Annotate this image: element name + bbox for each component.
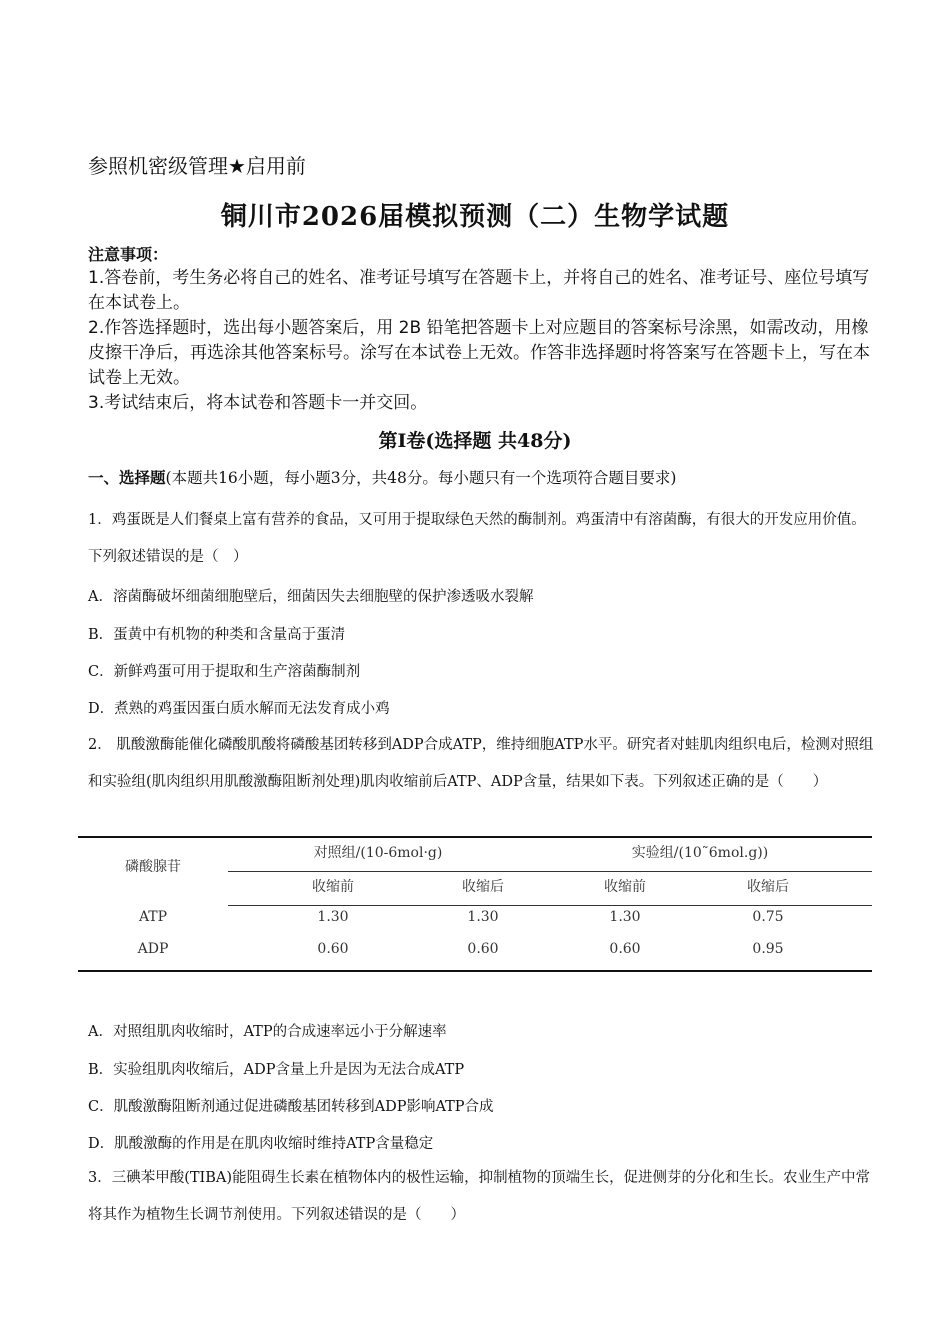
table-subheader: 收缩后 [462,879,504,895]
section-title: 第Ⅰ卷(选择题 共48分) [378,430,572,452]
part-heading-lead: 一、选择题 [88,469,166,487]
table-group-rule [228,871,872,872]
table-row-label: ADP [137,941,169,957]
notice-heading: 注意事项： [88,245,169,264]
table-header-rule [228,905,872,906]
question-2-option-c: C．肌酸激酶阻断剂通过促进磷酸基团转移到ADP影响ATP合成 [88,1099,494,1115]
table-bottom-rule [78,970,872,972]
table-cell: 1.30 [609,909,641,925]
question-1-stem: 1．鸡蛋既是人们餐桌上富有营养的食品，又可用于提取绿色天然的酶制剂。鸡蛋清中有溶菌酶，有很大的开发应用价值。下列叙述错误的是（ ） [88,512,866,565]
table-group-control: 对照组/(10-6mol·g) [313,845,443,861]
table-cell: 0.95 [752,941,784,957]
table-row-label: ATP [138,909,168,925]
confidential-label: 参照机密级管理★启用前 [88,154,306,178]
table-row-header: 磷酸腺苷 [125,859,181,875]
table-subheader: 收缩前 [604,879,646,895]
table-cell: 0.75 [752,909,784,925]
part-heading-rest: (本题共16小题，每小题3分，共48分。每小题只有一个选项符合题目要求) [165,469,677,487]
table-cell: 1.30 [467,909,499,925]
question-2-option-d: D．肌酸激酶的作用是在肌肉收缩时维持ATP含量稳定 [88,1136,434,1152]
table-cell: 0.60 [609,941,641,957]
question-1-option-b: B．蛋黄中有机物的种类和含量高于蛋清 [88,627,346,643]
notice-item-3: 3.考试结束后，将本试卷和答题卡一并交回。 [88,393,428,413]
table-cell: 0.60 [317,941,349,957]
question-2-option-a: A．对照组肌肉收缩时，ATP的合成速率远小于分解速率 [88,1024,447,1040]
question-1-option-c: C．新鲜鸡蛋可用于提取和生产溶菌酶制剂 [88,664,361,680]
notice-item-2: 2.作答选择题时，选出每小题答案后，用 2B 铅笔把答题卡上对应题目的答案标号涂黑，如需改动，用橡皮擦干净后，再选涂其他答案标号。涂写在本试卷上无效。作答非选择题时将答案写在答题卡上，写在本试卷上无效。 [88,318,870,388]
question-2-option-b: B．实验组肌肉收缩后，ADP含量上升是因为无法合成ATP [88,1062,465,1078]
notice-item-1: 1.答卷前，考生务必将自己的姓名、准考证号填写在答题卡上，并将自己的姓名、准考证号、座位号填写在本试卷上。 [88,268,870,313]
question-1-option-d: D．煮熟的鸡蛋因蛋白质水解而无法发育成小鸡 [88,701,390,717]
part-heading [88,466,676,488]
table-cell: 0.60 [467,941,499,957]
table-cell: 1.30 [317,909,349,925]
atp-adp-table [78,836,872,974]
exam-title: 铜川市2026届模拟预测（二）生物学试题 [220,202,730,232]
question-2-stem: 2． 肌酸激酶能催化磷酸肌酸将磷酸基团转移到ADP合成ATP，维持细胞ATP水平。研究者对蛙肌肉组织电后，检测对照组和实验组(肌肉组织用肌酸激酶阻断剂处理)肌肉收缩前后ATP、ADP含量，结果如下表。下列叙述正确的是（ ） [88,737,874,790]
table-group-experiment: 实验组/(10˜6mol.g)) [631,845,769,861]
table-subheader: 收缩后 [747,879,789,895]
table-top-rule [78,836,872,838]
table-subheader: 收缩前 [312,879,354,895]
question-3-stem: 3．三碘苯甲酸(TIBA)能阻碍生长素在植物体内的极性运输，抑制植物的顶端生长，促进侧芽的分化和生长。农业生产中常将其作为植物生长调节剂使用。下列叙述错误的是（ ） [88,1170,871,1223]
question-1-option-a: A．溶菌酶破坏细菌细胞壁后，细菌因失去细胞壁的保护渗透吸水裂解 [88,589,534,605]
